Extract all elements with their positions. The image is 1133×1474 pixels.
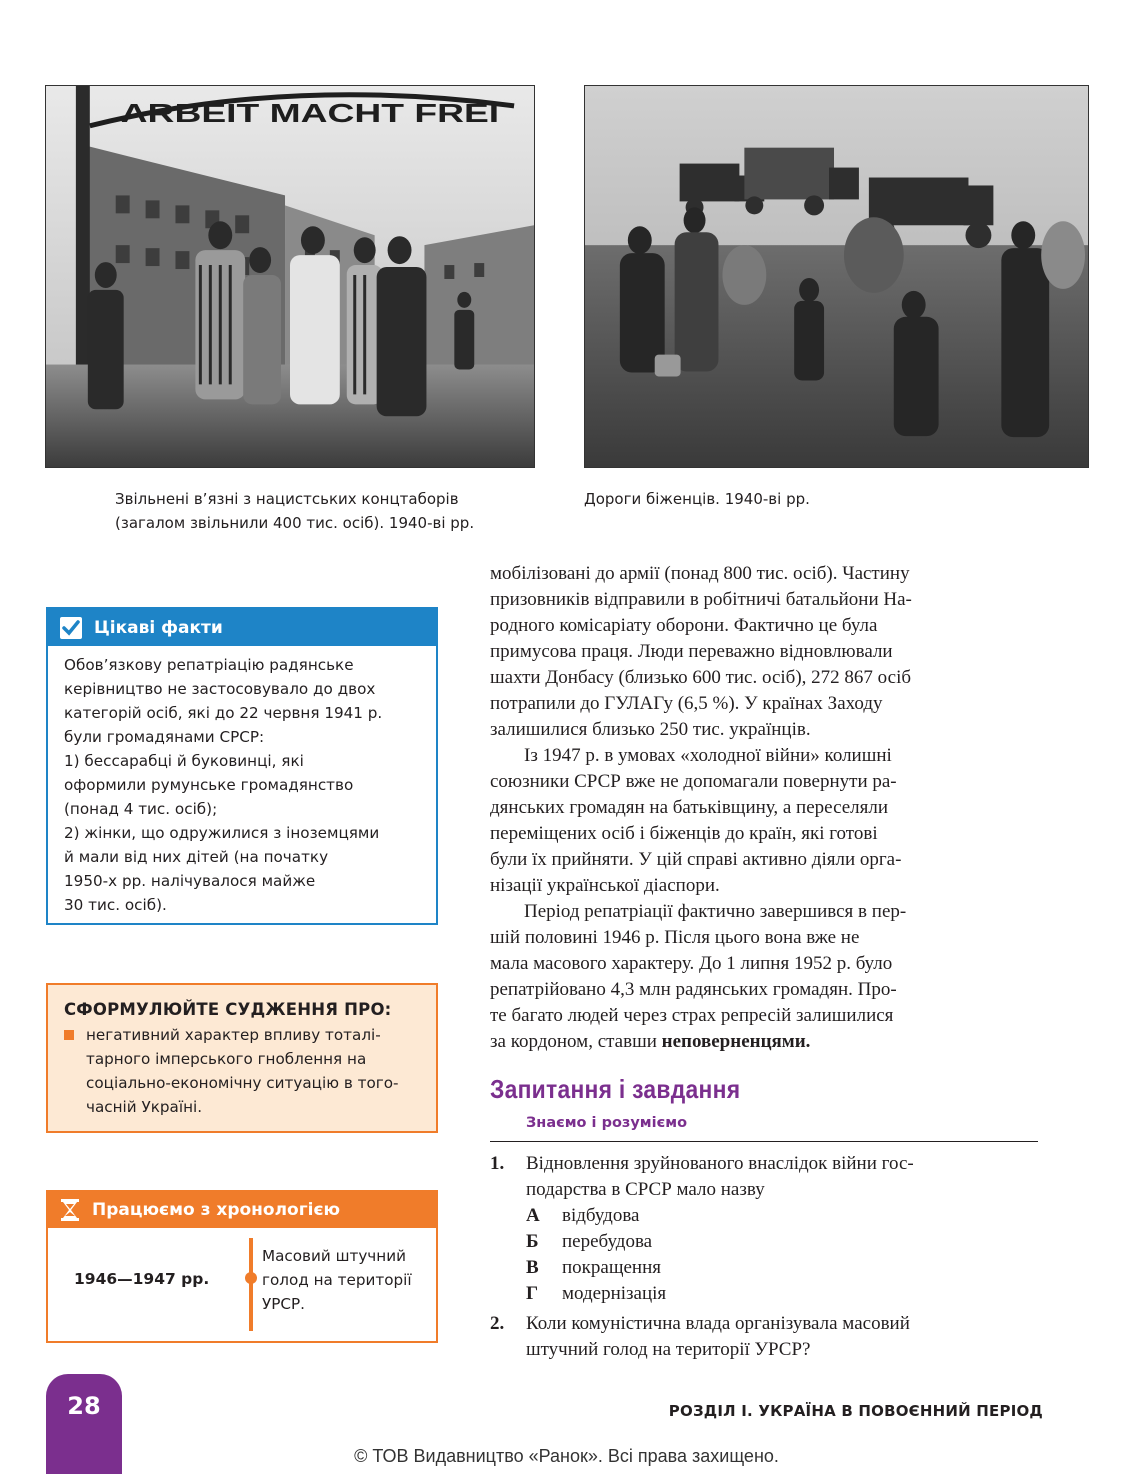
caption-line: Звільнені в’язні з нацистських концтаборів (115, 490, 459, 508)
facts-line: 1950-х рр. налічувалося майже (64, 872, 316, 890)
text-line: дянських громадян на батьківщину, а переселяли (490, 797, 889, 818)
judgement-item (64, 1023, 422, 1119)
option-text: модернізація (562, 1283, 667, 1304)
judgement-line: часній Україні. (86, 1098, 203, 1116)
text-line: мала масового характеру. До 1 липня 1952 р. було (490, 953, 893, 974)
gate-sign: ARBEIT MACHT FREI (120, 99, 500, 128)
hourglass-icon (60, 1199, 80, 1221)
text-line: репатрійовано 4,3 млн радянських громадян. Про- (490, 979, 897, 1000)
question-number: 2. (490, 1313, 505, 1334)
facts-line: категорій осіб, які до 22 червня 1941 р. (64, 704, 383, 722)
text-line: залишилися близько 250 тис. українців. (490, 719, 811, 740)
option-letter: А (526, 1205, 540, 1226)
answer-option[interactable] (526, 1255, 1043, 1281)
paragraph-3 (490, 899, 1043, 1055)
interesting-facts-box (46, 607, 438, 925)
text-line: родного комісаріату оборони. Фактично це була (490, 615, 878, 636)
judgement-line: тарного імперського гноблення на (86, 1050, 367, 1068)
answer-option[interactable] (526, 1281, 1043, 1307)
answer-option[interactable] (526, 1229, 1043, 1255)
photo-refugees-road (584, 85, 1089, 468)
paragraph-2 (490, 743, 1043, 899)
question-number: 1. (490, 1153, 505, 1174)
text-line: були їх прийняти. У цій справі активно діяли орга- (490, 849, 902, 870)
question-1 (490, 1151, 1043, 1307)
paragraph-1 (490, 561, 1043, 743)
chronology-title: Працюємо з хронологією (92, 1200, 341, 1220)
text-line: шахти Донбасу (близько 600 тис. осіб), 272 867 осіб (490, 667, 912, 688)
answer-option[interactable] (526, 1203, 1043, 1229)
timeline-dot (245, 1272, 257, 1284)
questions-subtitle: Знаємо і розуміємо (526, 1115, 688, 1131)
question-line: Відновлення зруйнованого внаслідок війни гос- (526, 1153, 914, 1174)
question-line: Коли комуністична влада організувала масовий (526, 1313, 910, 1334)
chronology-header (48, 1192, 436, 1228)
square-bullet-icon (64, 1030, 74, 1040)
text-line: те багато людей через страх репресій залишилися (490, 1005, 894, 1026)
facts-line: Обов’язкову репатріацію радянське (64, 656, 354, 674)
divider (490, 1141, 1038, 1142)
option-text: перебудова (562, 1231, 653, 1252)
text-line: Із 1947 р. в умовах «холодної війни» колишні (524, 745, 892, 766)
facts-line: були громадянами СРСР: (64, 728, 265, 746)
text-line: переміщених осіб і біженців до країн, які готові (490, 823, 878, 844)
text-line: призовників відправили в робітничі батальйони На- (490, 589, 912, 610)
question-2 (490, 1311, 1043, 1363)
text-line: союзники СРСР вже не допомагали повернути ра- (490, 771, 897, 792)
judgement-title: СФОРМУЛЮЙТЕ СУДЖЕННЯ ПРО: (64, 1000, 392, 1019)
key-term: неповерненцями. (661, 1031, 811, 1052)
caption-line: (загалом звільнили 400 тис. осіб). 1940-ві рр. (115, 514, 475, 532)
chronology-date: 1946—1947 рр. (74, 1270, 210, 1288)
facts-line: 1) бессарабці й буковинці, які (64, 752, 304, 770)
text-line: шій половині 1946 р. Після цього вона вже не (490, 927, 860, 948)
event-line: голод на території (262, 1271, 412, 1289)
copyright: © ТОВ Видавництво «Ранок». Всі права захищено. (354, 1446, 779, 1466)
text-line: мобілізовані до армії (понад 800 тис. осіб). Частину (490, 563, 910, 584)
facts-line: (понад 4 тис. осіб); (64, 800, 218, 818)
option-text: покращення (562, 1257, 661, 1278)
chronology-event (262, 1244, 434, 1316)
chronology-box (46, 1190, 438, 1343)
facts-header (48, 609, 436, 646)
option-letter: Б (526, 1231, 539, 1252)
page-number: 28 (46, 1374, 122, 1474)
text-line (490, 1029, 1043, 1055)
option-letter: В (526, 1257, 539, 1278)
judgement-line: негативний характер впливу тоталі- (86, 1026, 381, 1044)
text-line: нізації української діаспори. (490, 875, 720, 896)
event-line: УРСР. (262, 1295, 306, 1313)
option-letter: Г (526, 1283, 539, 1304)
option-text: відбудова (562, 1205, 640, 1226)
chronology-row (48, 1228, 436, 1341)
photo-liberated-prisoners (45, 85, 535, 468)
facts-line: оформили румунське громадянство (64, 776, 354, 794)
text-line: Період репатріації фактично завершився в пер- (524, 901, 907, 922)
facts-line: 2) жінки, що одружилися з іноземцями (64, 824, 380, 842)
caption-liberated-prisoners (115, 487, 535, 535)
section-title: РОЗДІЛ І. УКРАЇНА В ПОВОЄННИЙ ПЕРІОД (668, 1402, 1043, 1420)
judgement-line: соціально-економічну ситуацію в того- (86, 1074, 399, 1092)
main-text (490, 561, 1043, 1055)
text-line: примусова праця. Люди переважно відновлювали (490, 641, 893, 662)
facts-body (48, 646, 436, 917)
facts-title: Цікаві факти (94, 617, 223, 638)
question-line: штучний голод на території УРСР? (526, 1339, 811, 1360)
facts-line: й мали від них дітей (на початку (64, 848, 329, 866)
question-line: подарства в СРСР мало назву (526, 1179, 765, 1200)
questions-title: Запитання і завдання (490, 1074, 741, 1104)
text-line: потрапили до ГУЛАГу (6,5 %). У країнах Заходу (490, 693, 883, 714)
event-line: Масовий штучний (262, 1247, 406, 1265)
caption-refugees: Дороги біженців. 1940-ві рр. (584, 490, 810, 508)
timeline-line (249, 1238, 253, 1331)
facts-line: керівництво не застосовувало до двох (64, 680, 376, 698)
text-span: за кордоном, ставши (490, 1031, 662, 1052)
checkmark-icon (60, 617, 82, 639)
facts-line: 30 тис. осіб). (64, 896, 167, 914)
formulate-judgement-box (46, 983, 438, 1133)
judgement-text (86, 1023, 399, 1119)
